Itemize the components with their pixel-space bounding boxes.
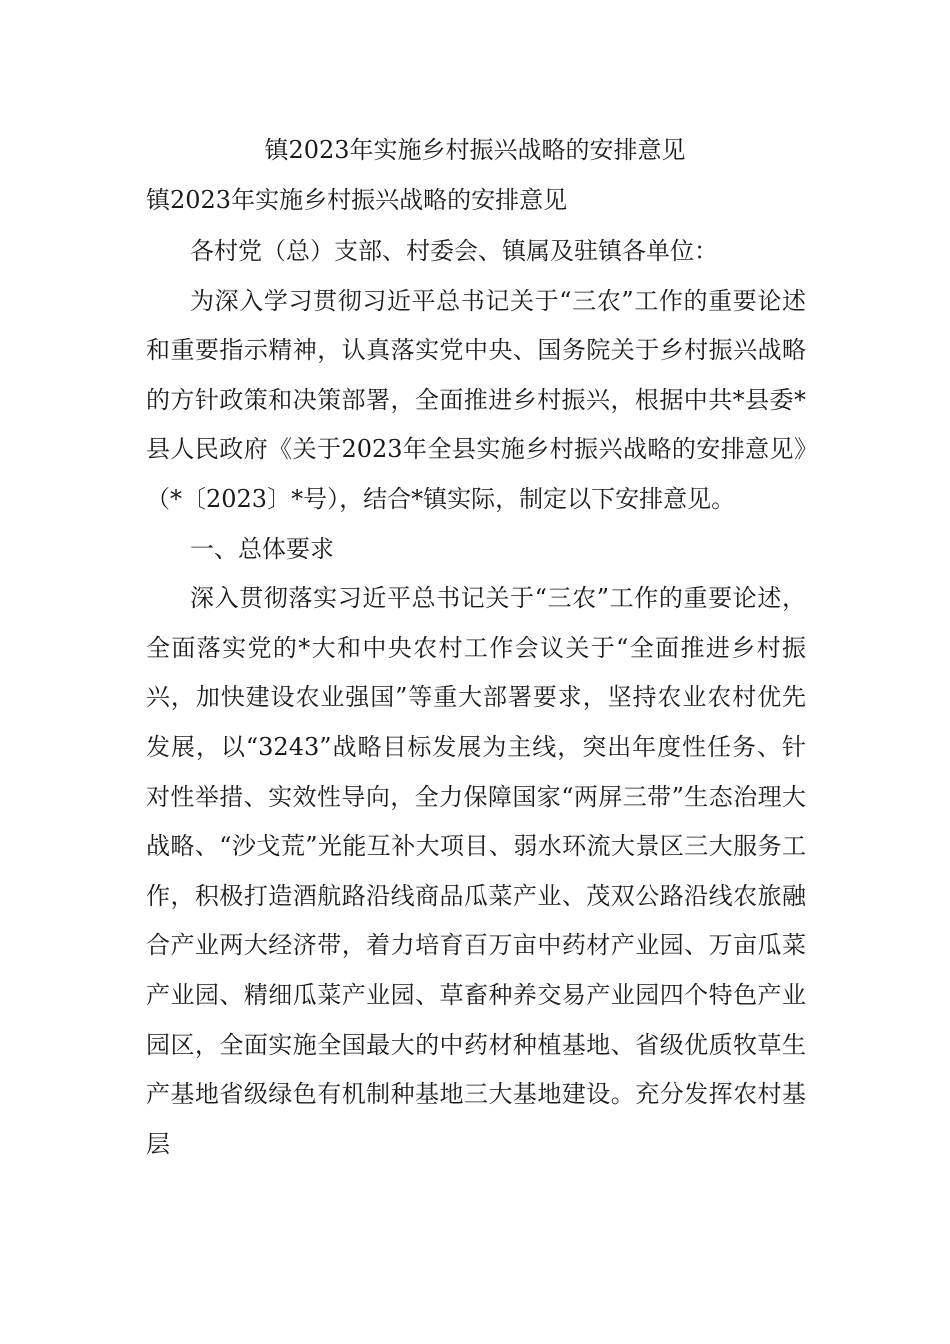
document-subtitle: 镇2023年实施乡村振兴战略的安排意见 <box>146 186 568 214</box>
document-body <box>146 227 806 1169</box>
section-paragraph-overall-requirements: 深入贯彻落实习近平总书记关于“三农”工作的重要论述，全面落实党的*大和中央农村工作会议关于“全面推进乡村振兴，加快建设农业强国”等重大部署要求，坚持农业农村优先发展，以“3243”战略目标发展为主线，突出年度性任务、针对性举措、实效性导向，全力保障国家“两屏三带”生态治理大战略、“沙戈荒”光能互补大项目、弱水环流大景区三大服务工作，积极打造酒航路沿线商品瓜菜产业、茂双公路沿线农旅融合产业两大经济带，着力培育百万亩中药材产业园、万亩瓜菜产业园、精细瓜菜产业园、草畜种养交易产业园四个特色产业园区，全面实施全国最大的中药材种植基地、省级优质牧草生产基地省级绿色有机制种基地三大基地建设。充分发挥农村基层 <box>146 584 806 1158</box>
intro-paragraph: 为深入学习贯彻习近平总书记关于“三农”工作的重要论述和重要指示精神，认真落实党中央、国务院关于乡村振兴战略的方针政策和决策部署，全面推进乡村振兴，根据中共*县委*县人民政府《关于2023年全县实施乡村振兴战略的安排意见》（*〔2023〕*号），结合*镇实际，制定以下安排意见。 <box>146 286 806 513</box>
section-heading-overall-requirements: 一、总体要求 <box>190 534 334 563</box>
document-title: 镇2023年实施乡村振兴战略的安排意见 <box>264 136 686 164</box>
salutation: 各村党（总）支部、村委会、镇属及驻镇各单位： <box>190 237 718 265</box>
